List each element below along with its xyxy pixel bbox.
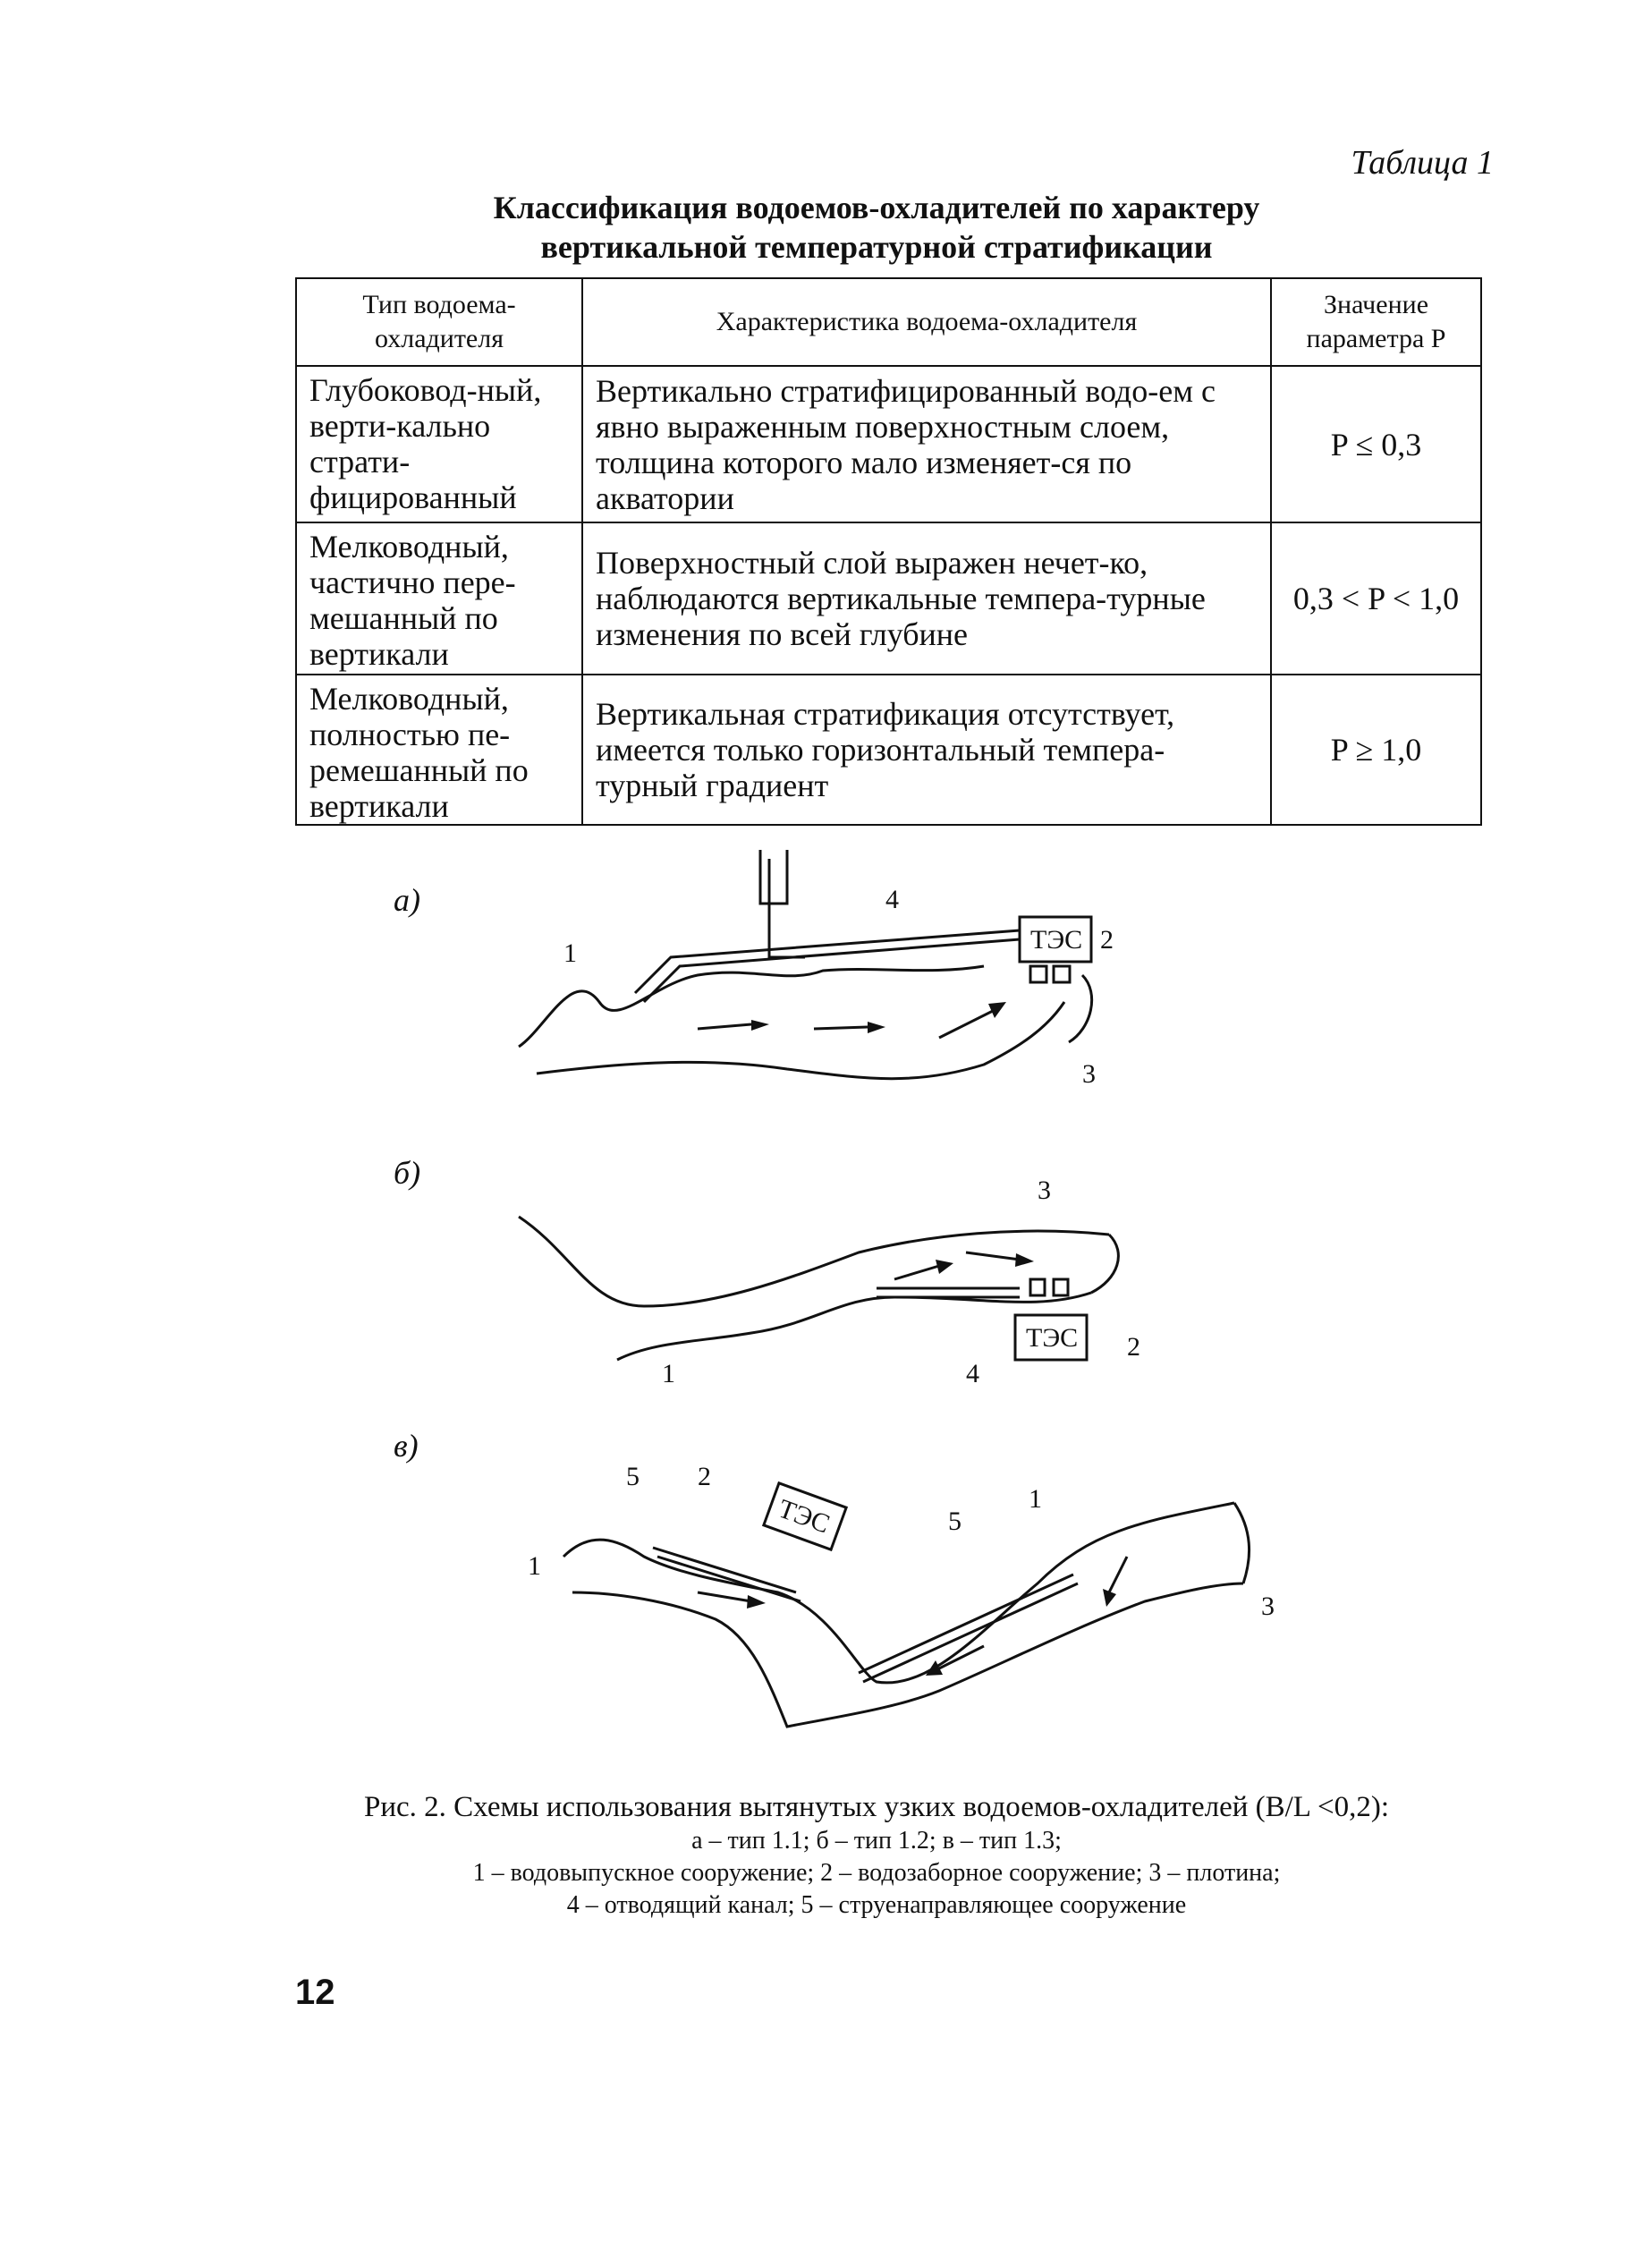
diagram-b	[519, 1176, 1145, 1396]
label-5: 5	[626, 1462, 640, 1491]
flow-arrow	[814, 1027, 868, 1029]
caption-line4: 4 – отводящий канал; 5 – струенаправляющее сооружение	[566, 1891, 1187, 1919]
flow-arrow	[966, 1252, 1020, 1260]
flow-arrowhead	[1015, 1253, 1034, 1267]
flow-arrowhead	[751, 1020, 769, 1031]
label-2: 2	[1127, 1332, 1140, 1362]
intake-a2	[1054, 966, 1070, 982]
label-1: 1	[662, 1359, 675, 1388]
tes-label-b: ТЭС	[1026, 1323, 1079, 1353]
panel-b-label: б)	[394, 1155, 421, 1191]
cell-type: Мелководный, частично пере-мешанный по вертикали	[296, 522, 582, 675]
label-1: 1	[563, 938, 577, 968]
classification-table	[295, 277, 1482, 826]
intake-b2	[1054, 1279, 1068, 1295]
label-1: 1	[528, 1551, 541, 1581]
flow-arrow	[698, 1592, 751, 1601]
panel-a-label: а)	[394, 882, 420, 918]
cell-description: Поверхностный слой выражен нечет-ко, наблюдаются вертикальные темпера-турные изменения по всей глубине	[582, 522, 1271, 675]
cell-description: Вертикальная стратификация отсутствует, имеется только горизонтальный темпера-турный градиент	[582, 675, 1271, 825]
discharge-canal-b	[877, 1288, 1020, 1297]
diagram-a	[519, 850, 1145, 1109]
label-2: 2	[1100, 925, 1114, 955]
flow-arrowhead	[988, 1002, 1006, 1018]
dam-a	[1069, 975, 1092, 1042]
table-title-line2: вертикальной температурной стратификации	[540, 229, 1213, 265]
label-1: 1	[1029, 1484, 1042, 1514]
table-row	[296, 522, 1481, 675]
outflow-structure-a	[760, 850, 805, 957]
cell-type: Мелководный, полностью пе-ремешанный по вертикали	[296, 675, 582, 825]
label-3: 3	[1261, 1592, 1275, 1621]
figure-caption	[250, 1789, 1503, 1922]
table-number: Таблица 1	[1351, 144, 1494, 182]
caption-line3: 1 – водовыпускное сооружение; 2 – водозаборное сооружение; 3 – плотина;	[472, 1859, 1281, 1887]
cell-description: Вертикально стратифицированный водо-ем с явно выраженным поверхностным слоем, толщина которого мало изменяет-ся по акватории	[582, 366, 1271, 522]
flow-arrowhead	[936, 1260, 953, 1274]
header-description: Характеристика водоема-охладителя	[582, 278, 1271, 366]
tes-label-a: ТЭС	[1030, 925, 1083, 955]
discharge-canal-a	[635, 930, 1020, 1002]
dam-b	[1091, 1235, 1118, 1293]
flow-arrow	[698, 1024, 751, 1029]
table-title-line1: Классификация водоемов-охладителей по характеру	[493, 190, 1260, 225]
intake-b1	[1030, 1279, 1045, 1295]
cell-value: 0,3 < P < 1,0	[1271, 522, 1481, 675]
label-3: 3	[1082, 1059, 1096, 1089]
label-2: 2	[698, 1462, 711, 1491]
dam-c	[1234, 1503, 1250, 1583]
tes-label-c: ТЭС	[774, 1493, 834, 1540]
table-title	[295, 188, 1458, 267]
table-row	[296, 675, 1481, 825]
shore-bottom-c	[572, 1583, 1243, 1727]
label-4: 4	[885, 885, 899, 914]
cell-value: P ≥ 1,0	[1271, 675, 1481, 825]
caption-line1: Рис. 2. Схемы использования вытянутых узких водоемов-охладителей (B/L <0,2):	[363, 1791, 1390, 1823]
cell-value: P ≤ 0,3	[1271, 366, 1481, 522]
shore-top-a	[519, 966, 984, 1047]
flow-arrow	[894, 1266, 939, 1279]
intake-a1	[1030, 966, 1046, 982]
panel-c-label: в)	[394, 1428, 419, 1464]
training-structure-c2	[859, 1575, 1078, 1682]
header-type: Тип водоема-охладителя	[296, 278, 582, 366]
label-3: 3	[1038, 1176, 1051, 1205]
table-header-row	[296, 278, 1481, 366]
label-4: 4	[966, 1359, 979, 1388]
page-number: 12	[295, 1973, 335, 2012]
header-value: Значение параметра P	[1271, 278, 1481, 366]
label-5: 5	[948, 1507, 962, 1536]
table-row	[296, 366, 1481, 522]
flow-arrowhead	[747, 1595, 766, 1609]
flow-arrowhead	[1103, 1589, 1116, 1607]
caption-line2: а – тип 1.1; б – тип 1.2; в – тип 1.3;	[691, 1827, 1062, 1855]
flow-arrow	[939, 1011, 993, 1038]
flow-arrow	[1109, 1557, 1127, 1592]
flow-arrowhead	[868, 1022, 885, 1033]
diagram-c	[519, 1458, 1324, 1762]
training-structure-c1	[653, 1548, 801, 1601]
cell-type: Глубоковод-ный, верти-кально страти-фицированный	[296, 366, 582, 522]
